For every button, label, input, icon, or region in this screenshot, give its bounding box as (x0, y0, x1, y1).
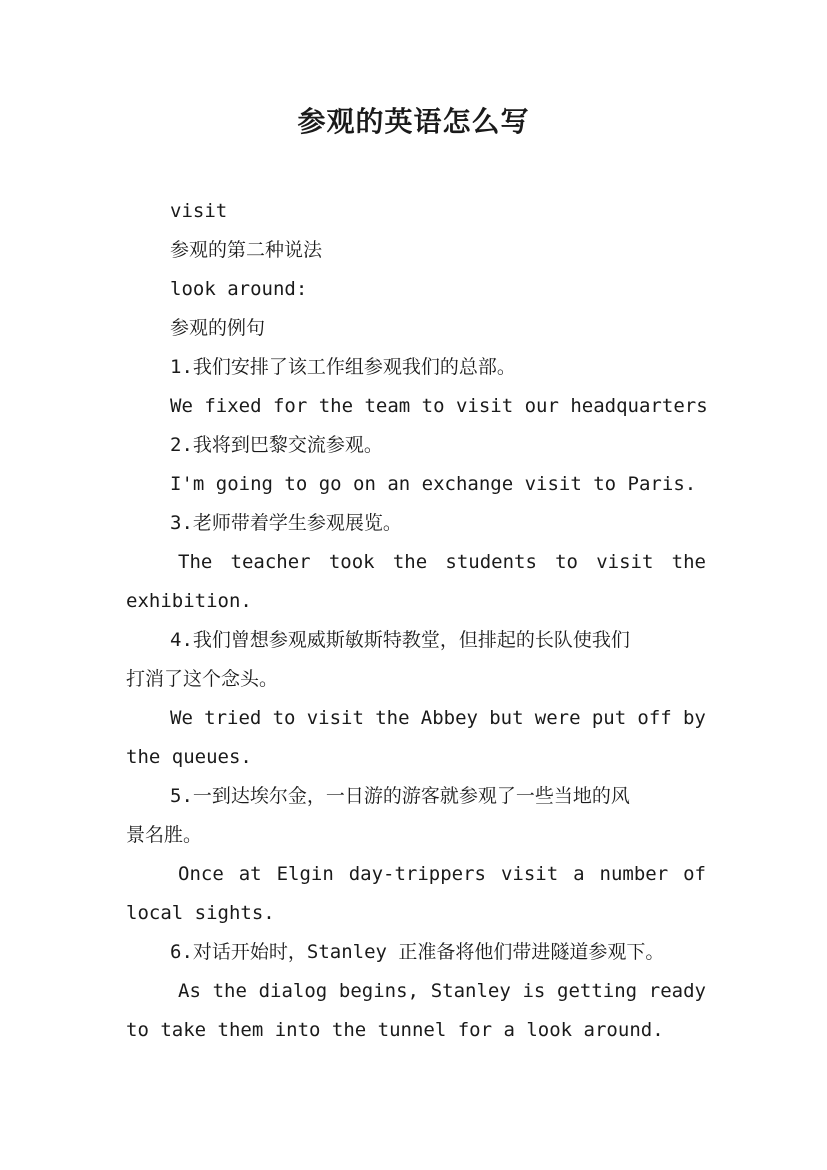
word: Stanley (430, 980, 511, 1002)
word: is (522, 980, 546, 1002)
second-way-heading: 参观的第二种说法 (170, 239, 323, 261)
example-5-english-line-1 (126, 855, 706, 894)
word-visit: visit (170, 200, 228, 222)
word: visit (596, 551, 654, 573)
example-3-chinese: 3.老师带着学生参观展览。 (170, 512, 402, 534)
word: Elgin (276, 863, 334, 885)
word: took (328, 551, 375, 573)
example-5-chinese-line-2: 景名胜。 (126, 824, 203, 846)
example-4-chinese-line-1: 4.我们曾想参观威斯敏斯特教堂，但排起的长队使我们 (170, 629, 630, 651)
example-1-english: We fixed for the team to visit our headquarters (170, 395, 708, 417)
word: Once (178, 863, 224, 885)
word: number (599, 863, 669, 885)
word: dialog (258, 980, 328, 1002)
word: visit (500, 863, 559, 885)
word: put (591, 707, 627, 729)
word: tried (204, 707, 262, 729)
word: of (683, 863, 706, 885)
word: We (170, 707, 193, 729)
word: teacher (230, 551, 311, 573)
document-body (126, 192, 706, 1050)
example-2-chinese: 2.我将到巴黎交流参观。 (170, 434, 383, 456)
example-4-chinese-line-2: 打消了这个念头。 (126, 668, 279, 690)
word: visit (306, 707, 364, 729)
word: the (671, 551, 706, 573)
example-5-chinese-line-1: 5.一到达埃尔金，一日游的游客就参观了一些当地的风 (170, 785, 630, 807)
word: getting (557, 980, 638, 1002)
word: the (375, 707, 410, 729)
word: Abbey (420, 707, 478, 729)
word: the (212, 980, 247, 1002)
example-2-english: I'm going to go on an exchange visit to Paris. (170, 473, 697, 495)
example-3-english-line-1 (126, 543, 706, 582)
example-4-english-line-2: the queues. (126, 746, 252, 768)
word: to (272, 707, 296, 729)
word: off (637, 707, 672, 729)
word: students (445, 551, 537, 573)
example-1-chinese: 1.我们安排了该工作组参观我们的总部。 (170, 356, 516, 378)
example-3-english-line-2: exhibition. (126, 590, 252, 612)
word: As (178, 980, 201, 1002)
examples-heading: 参观的例句 (170, 317, 266, 339)
word: were (534, 707, 581, 729)
example-6-chinese: 6.对话开始时，Stanley 正准备将他们带进隧道参观下。 (170, 941, 665, 963)
word: but (489, 707, 524, 729)
word: at (238, 863, 262, 885)
word: begins, (338, 980, 419, 1002)
document-title: 参观的英语怎么写 (297, 105, 530, 138)
word: ready (648, 980, 706, 1002)
example-4-english-line-1 (126, 699, 706, 738)
word: a (573, 863, 585, 885)
phrase-look-around: look around: (170, 278, 308, 300)
word: day-trippers (348, 863, 486, 885)
example-5-english-line-2: local sights. (126, 902, 275, 924)
word: by (682, 707, 706, 729)
word: the (392, 551, 428, 573)
word: to (555, 551, 578, 573)
word: The (178, 551, 213, 573)
example-6-english-line-2: to take them into the tunnel for a look around. (126, 1019, 664, 1041)
example-6-english-line-1 (126, 972, 706, 1011)
